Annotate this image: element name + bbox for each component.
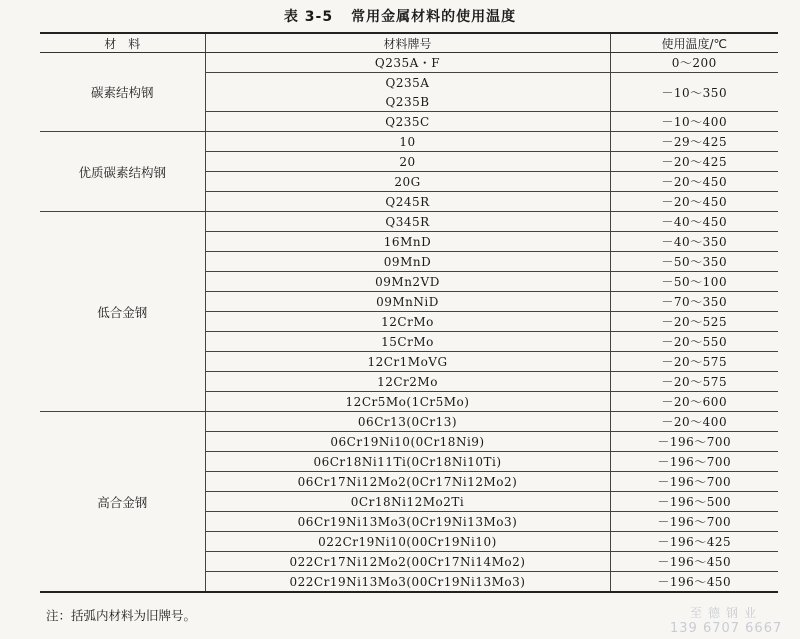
header-row [40,33,778,53]
header-grade: 材料牌号 [205,33,610,53]
material-grade: 06Cr19Ni13Mo3(0Cr19Ni13Mo3) [205,512,610,532]
service-temperature: －20～450 [610,172,778,192]
header-temperature: 使用温度/℃ [610,33,778,53]
service-temperature: －196～700 [610,452,778,472]
material-grade: 20G [205,172,610,192]
header-material: 材 料 [40,33,205,53]
table-caption [0,6,800,26]
service-temperature: －196～450 [610,572,778,593]
material-temperature-table [40,32,778,593]
material-category: 高合金钢 [40,412,205,593]
material-grade: 10 [205,132,610,152]
service-temperature: －20～425 [610,152,778,172]
table-row [40,212,778,232]
footnote: 注：括弧内材料为旧牌号。 [46,608,197,623]
material-category: 碳素结构钢 [90,85,154,100]
material-grade: 09MnD [205,252,610,272]
service-temperature: －20～525 [610,312,778,332]
service-temperature: 0～200 [610,53,778,73]
table-row [40,132,778,152]
material-grade: Q235B [205,92,610,112]
service-temperature: －20～450 [610,192,778,212]
table-row [40,412,778,432]
service-temperature: －196～700 [610,512,778,532]
service-temperature: －196～450 [610,552,778,572]
material-grade: 12Cr5Mo(1Cr5Mo) [205,392,610,412]
material-grade: 06Cr18Ni11Ti(0Cr18Ni10Ti) [205,452,610,472]
material-category: 低合金钢 [40,212,205,412]
service-temperature: －20～550 [610,332,778,352]
material-grade: 0Cr18Ni12Mo2Ti [205,492,610,512]
material-grade: Q235C [205,112,610,132]
service-temperature: －40～450 [610,212,778,232]
service-temperature: －196～425 [610,532,778,552]
material-grade: 022Cr17Ni12Mo2(00Cr17Ni14Mo2) [205,552,610,572]
service-temperature: －10～350 [610,73,778,112]
material-grade: 12CrMo [205,312,610,332]
material-grade: 09MnNiD [205,292,610,312]
service-temperature: －50～350 [610,252,778,272]
service-temperature: －29～425 [610,132,778,152]
service-temperature: －196～700 [610,472,778,492]
service-temperature: －196～700 [610,432,778,452]
service-temperature: －40～350 [610,232,778,252]
service-temperature: －20～575 [610,352,778,372]
table-row [40,53,778,73]
service-temperature: －20～400 [610,412,778,432]
material-grade: 12Cr1MoVG [205,352,610,372]
material-grade: 16MnD [205,232,610,252]
table-number: 表 3-5 [283,9,334,25]
service-temperature: －196～500 [610,492,778,512]
service-temperature: －10～400 [610,112,778,132]
table-title: 常用金属材料的使用温度 [351,9,517,25]
material-grade: 12Cr2Mo [205,372,610,392]
table-body [40,53,778,593]
material-grade: Q235A・F [205,53,610,73]
service-temperature: －20～575 [610,372,778,392]
material-grade: 06Cr17Ni12Mo2(0Cr17Ni12Mo2) [205,472,610,492]
service-temperature: －50～100 [610,272,778,292]
material-grade: 06Cr19Ni10(0Cr18Ni9) [205,432,610,452]
material-grade: 15CrMo [205,332,610,352]
material-grade: 06Cr13(0Cr13) [205,412,610,432]
material-grade: 20 [205,152,610,172]
material-grade: Q245R [205,192,610,212]
service-temperature: －70～350 [610,292,778,312]
material-grade: 022Cr19Ni13Mo3(00Cr19Ni13Mo3) [205,572,610,593]
watermark-name: 至德钢业 [690,606,763,620]
material-grade: Q345R [205,212,610,232]
service-temperature: －20～600 [610,392,778,412]
watermark-phone: 139 6707 6667 [670,621,783,636]
material-category: 优质碳素结构钢 [40,132,205,212]
material-grade: Q235A [205,73,610,93]
material-grade: 022Cr19Ni10(00Cr19Ni10) [205,532,610,552]
material-grade: 09Mn2VD [205,272,610,292]
